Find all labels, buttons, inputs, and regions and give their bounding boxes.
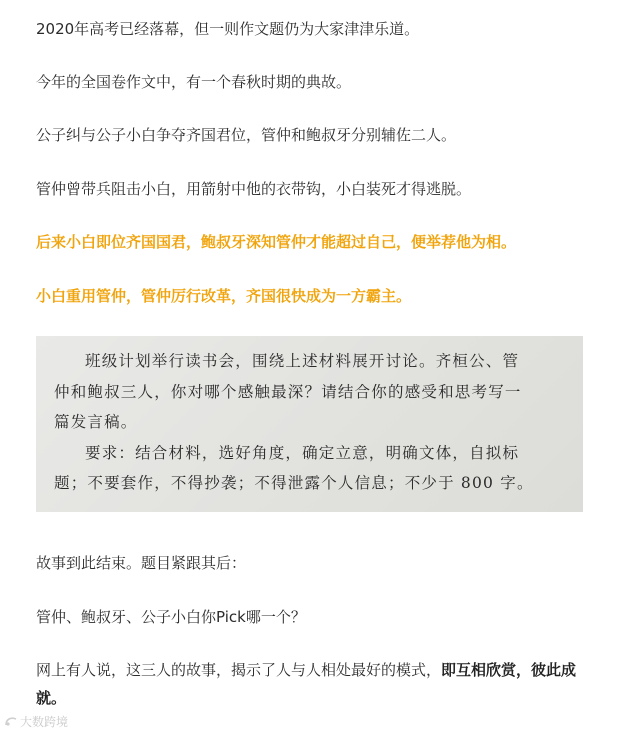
paragraph-story-2: 管仲曾带兵阻击小白，用箭射中他的衣带钩，小白装死才得逃脱。 [36,180,472,198]
paragraph-conclusion [36,656,597,712]
paragraph-story-1: 公子纠与公子小白争夺齐国君位，管仲和鲍叔牙分别辅佐二人。 [36,126,457,144]
watermark-text: 大数跨境 [20,715,69,729]
exam-prompt-line: 篇发言稿。 [54,413,138,431]
paragraph-context: 今年的全国卷作文中，有一个春秋时期的典故。 [36,73,352,91]
paragraph-highlight-2: 小白重用管仲，管仲厉行改革，齐国很快成为一方霸主。 [36,287,412,305]
exam-prompt-requirements: 要求：结合材料，选好角度，确定立意，明确文体，自拟标 [85,443,520,462]
paragraph-transition: 故事到此结束。题目紧跟其后： [36,554,247,572]
conclusion-text: 网上有人说，这三人的故事，揭示了人与人相处最好的模式， [36,661,442,679]
watermark [4,713,68,730]
exam-prompt-line: 班级计划举行读书会，围绕上述材料展开讨论。齐桓公、管 [85,352,520,370]
exam-prompt-line: 题；不要套作，不得抄袭；不得泄露个人信息；不少于 800 字。 [54,474,534,492]
exam-prompt-image [36,336,583,512]
paragraph-question: 管仲、鲍叔牙、公子小白你Pick哪一个？ [36,608,306,626]
brand-logo-icon [4,716,18,728]
conclusion-bold-text: 即互相欣赏，彼此成就。 [36,661,577,707]
paragraph-highlight-1: 后来小白即位齐国国君，鲍叔牙深知管仲才能超过自己，便举荐他为相。 [36,233,517,251]
exam-prompt-line: 仲和鲍叔三人，你对哪个感触最深？请结合你的感受和思考写一 [54,382,522,401]
paragraph-intro: 2020年高考已经落幕，但一则作文题仍为大家津津乐道。 [36,20,420,38]
